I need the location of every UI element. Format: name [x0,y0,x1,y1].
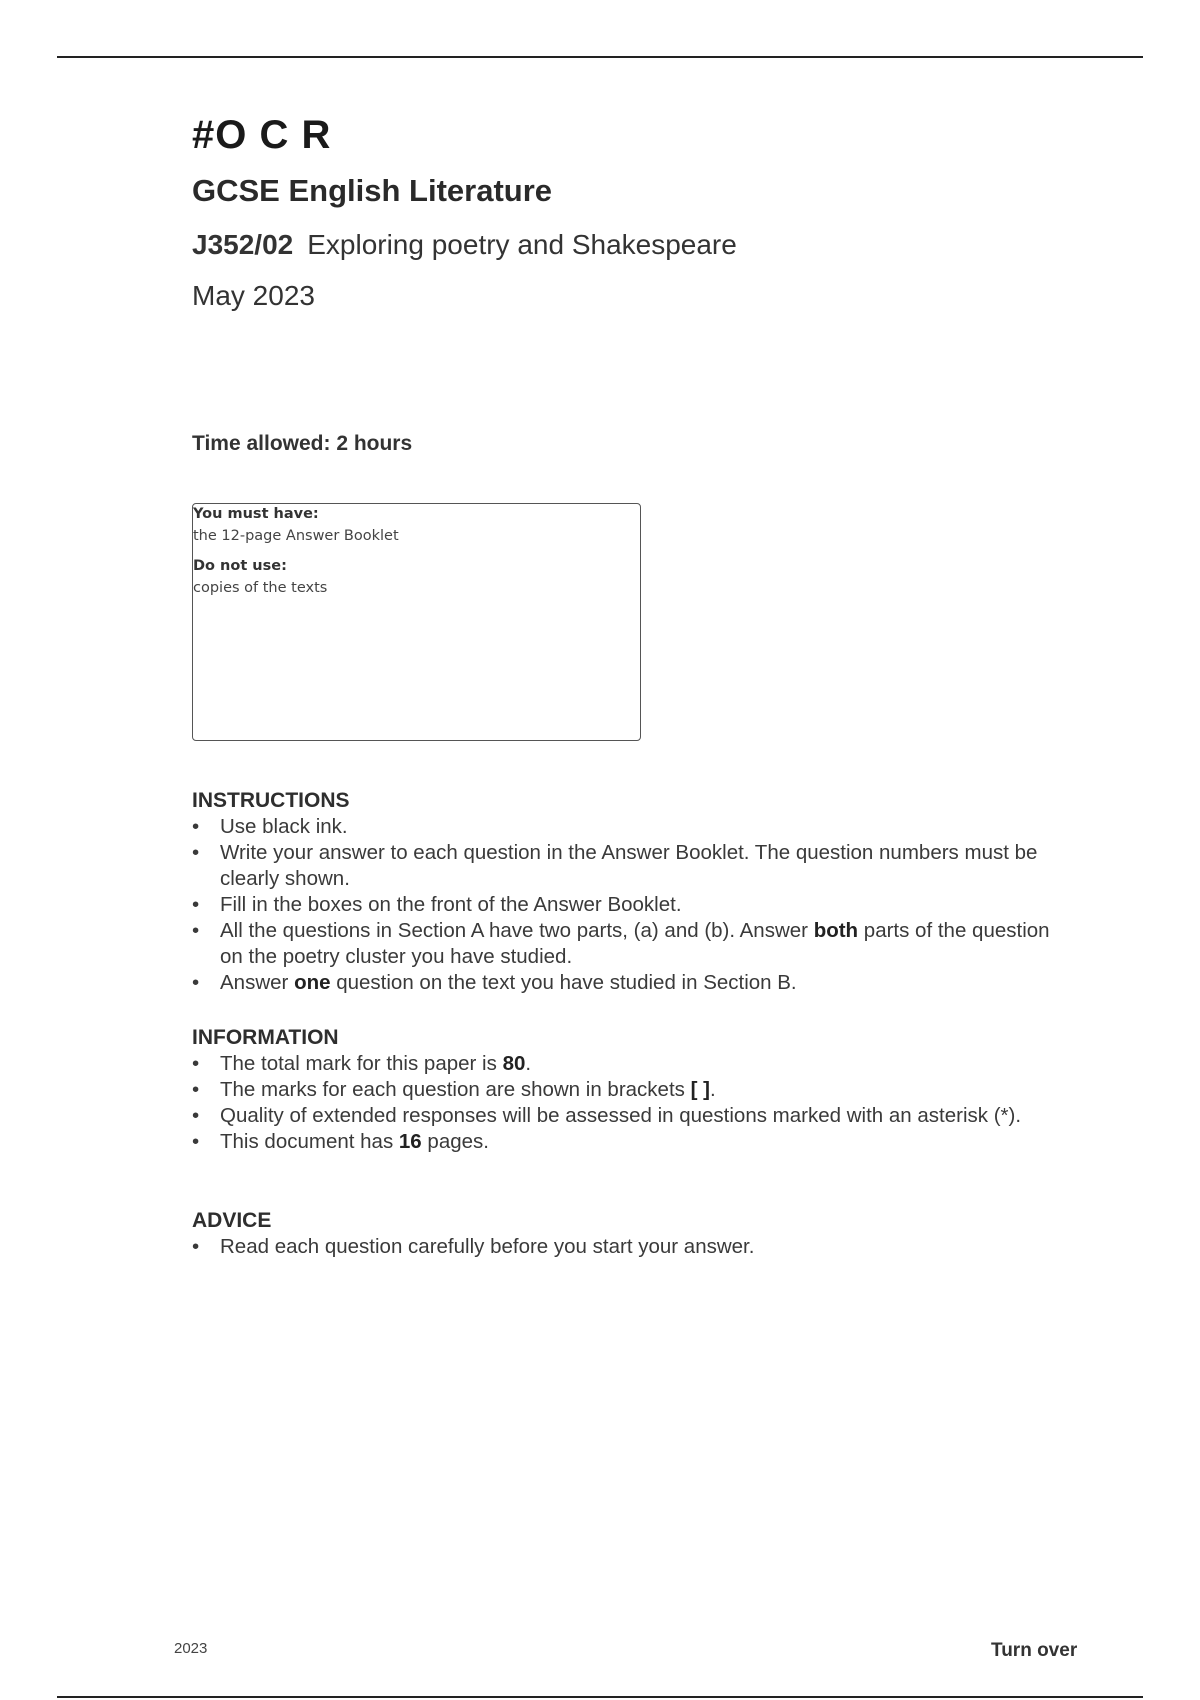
list-item-text: The total mark for this paper is [220,1052,503,1075]
subject-title: GCSE English Literature [192,173,553,208]
bullet-icon: • [192,1130,200,1153]
instructions-list [192,814,1052,996]
must-have-value: the 12-page Answer Booklet [193,528,399,544]
list-item-text: pages. [421,1130,489,1153]
list-item-text: Quality of extended responses will be assessed in questions marked with an asterisk (*). [220,1104,1022,1127]
list-item [192,1129,1052,1155]
advice-list [192,1234,1052,1260]
advice-section [192,1208,1052,1260]
do-not-use-label: Do not use: [193,558,287,574]
list-item [192,1051,1052,1077]
list-item-text: The marks for each question are shown in brackets [220,1078,691,1101]
paper-title: Exploring poetry and Shakespeare [307,229,737,260]
emphasis-text: 16 [398,1130,422,1153]
bullet-icon: • [192,841,200,864]
do-not-use-value: copies of the texts [193,580,328,596]
list-item [192,918,1052,970]
exam-session: May 2023 [192,280,315,311]
turn-over-label: Turn over [991,1640,1078,1661]
information-section [192,1025,1052,1155]
list-item [192,840,1052,892]
requirements-box [192,503,641,741]
list-item [192,1077,1052,1103]
list-item-text: All the questions in Section A have two parts, (a) and (b). Answer [220,919,814,942]
list-item-text: Use black ink. [220,815,348,838]
list-item-text: Write your answer to each question in the Answer Booklet. The question numbers must be clearly shown. [220,841,1038,890]
information-heading: INFORMATION [192,1026,339,1049]
list-item-text: . [709,1078,716,1101]
bullet-icon: • [192,1078,200,1101]
bullet-icon: • [192,919,200,942]
list-item [192,970,1052,996]
top-rule [57,56,1143,58]
bullet-icon: • [192,1052,200,1075]
list-item-text: Fill in the boxes on the front of the Answer Booklet. [220,893,682,916]
list-item-text: question on the text you have studied in Section B. [330,971,797,994]
list-item [192,892,1052,918]
bullet-icon: • [192,1104,200,1127]
bullet-icon: • [192,815,200,838]
emphasis-text: both [813,919,859,942]
paper-code: J352/02 [192,229,294,260]
must-have-label: You must have: [193,506,319,522]
bullet-icon: • [192,1235,200,1258]
list-item-text: Answer [220,971,295,994]
list-item [192,1103,1052,1129]
bottom-rule [57,1696,1143,1698]
bullet-icon: • [192,971,200,994]
emphasis-text: [ ] [690,1078,710,1101]
list-item-text: This document has [220,1130,399,1153]
emphasis-text: 80 [502,1052,526,1075]
advice-heading: ADVICE [192,1209,272,1232]
time-allowed: Time allowed: 2 hours [192,432,413,455]
paper-line [192,229,737,261]
instructions-section [192,788,1052,996]
footer-year: 2023 [174,1640,208,1657]
list-item [192,1234,1052,1260]
instructions-heading: INSTRUCTIONS [192,789,350,812]
information-list [192,1051,1052,1155]
bullet-icon: • [192,893,200,916]
emphasis-text: one [294,971,331,994]
list-item-text: parts of the question on the poetry cluster you have studied. [220,919,1050,968]
list-item-text: . [525,1052,532,1075]
list-item [192,814,1052,840]
ocr-logo: #O C R [192,113,332,157]
list-item-text: Read each question carefully before you start your answer. [220,1235,755,1258]
